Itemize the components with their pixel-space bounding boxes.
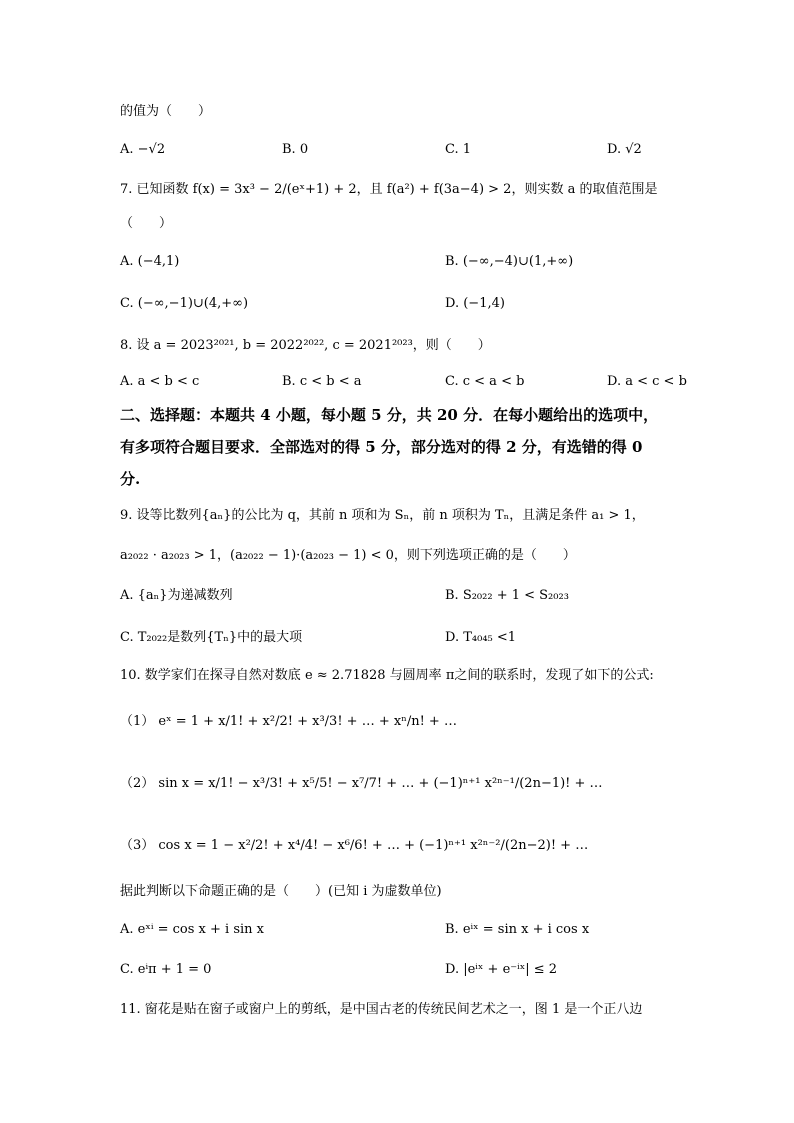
q11-stem: 11. 窗花是贴在窗子或窗户上的剪纸，是中国古老的传统民间艺术之一，图 1 是一个正八边 (120, 1002, 643, 1017)
q6-option-d: D. √2 (607, 142, 642, 157)
q10-ask: 据此判断以下命题正确的是（ ）(已知 i 为虚数单位) (120, 884, 442, 899)
q8-option-b: B. c < b < a (282, 374, 362, 389)
q10-stem: 10. 数学家们在探寻自然对数底 e ≈ 2.71828 与圆周率 π之间的联系时，发现了如下的公式: (120, 668, 654, 683)
q9-stem-line2: a₂₀₂₂ · a₂₀₂₃ > 1，(a₂₀₂₂ − 1)·(a₂₀₂₃ − 1) < 0，则下列选项正确的是（ ） (120, 548, 576, 563)
q7-stem: 7. 已知函数 f(x) = 3x³ − 2/(eˣ+1) + 2，且 f(a²) + f(3a−4) > 2，则实数 a 的取值范围是 (120, 182, 658, 197)
q9-stem-line1: 9. 设等比数列{aₙ}的公比为 q，其前 n 项和为 Sₙ，前 n 项积为 Tₙ，且满足条件 a₁ > 1， (120, 508, 645, 523)
q8-option-a: A. a < b < c (120, 374, 200, 389)
section2-line1: 二、选择题：本题共 4 小题，每小题 5 分，共 20 分．在每小题给出的选项中， (120, 406, 659, 424)
q6-option-b: B. 0 (282, 142, 309, 157)
q8-stem: 8. 设 a = 2023²⁰²¹, b = 2022²⁰²², c = 2021²⁰²³，则（ ） (120, 338, 491, 353)
q10-option-c: C. eⁱπ + 1 = 0 (120, 962, 212, 977)
q10-formula-3: （3） cos x = 1 − x²/2! + x⁴/4! − x⁶/6! + … + (−1)ⁿ⁺¹ x²ⁿ⁻²/(2n−2)! + … (120, 838, 589, 853)
q9-option-b: B. S₂₀₂₂ + 1 < S₂₀₂₃ (445, 588, 569, 603)
q7-option-c: C. (−∞,−1)∪(4,+∞) (120, 296, 249, 311)
q10-formula-1: （1） eˣ = 1 + x/1! + x²/2! + x³/3! + … + xⁿ/n! + … (120, 714, 457, 729)
section2-line2: 有多项符合题目要求．全部选对的得 5 分，部分选对的得 2 分，有选错的得 0 (120, 438, 643, 456)
q10-option-d: D. |eⁱˣ + e⁻ⁱˣ| ≤ 2 (445, 962, 558, 977)
q8-option-d: D. a < c < b (607, 374, 687, 389)
q7-paren: （ ） (120, 216, 173, 231)
q10-option-a: A. eˣⁱ = cos x + i sin x (120, 922, 264, 937)
q10-formula-2: （2） sin x = x/1! − x³/3! + x⁵/5! − x⁷/7! + … + (−1)ⁿ⁺¹ x²ⁿ⁻¹/(2n−1)! + … (120, 776, 603, 791)
q6-option-a: A. −√2 (120, 142, 166, 157)
q7-option-d: D. (−1,4) (445, 296, 505, 311)
q7-option-b: B. (−∞,−4)∪(1,+∞) (445, 254, 574, 269)
q9-option-a: A. {aₙ}为递减数列 (120, 588, 233, 603)
q9-option-c: C. T₂₀₂₂是数列{Tₙ}中的最大项 (120, 630, 303, 645)
q8-option-c: C. c < a < b (445, 374, 525, 389)
q10-option-b: B. eⁱˣ = sin x + i cos x (445, 922, 590, 937)
section2-line3: 分. (120, 470, 141, 488)
q6-tail: 的值为（ ） (120, 104, 212, 119)
q9-option-d: D. T₄₀₄₅ <1 (445, 630, 517, 645)
q7-option-a: A. (−4,1) (120, 254, 180, 269)
q6-option-c: C. 1 (445, 142, 472, 157)
